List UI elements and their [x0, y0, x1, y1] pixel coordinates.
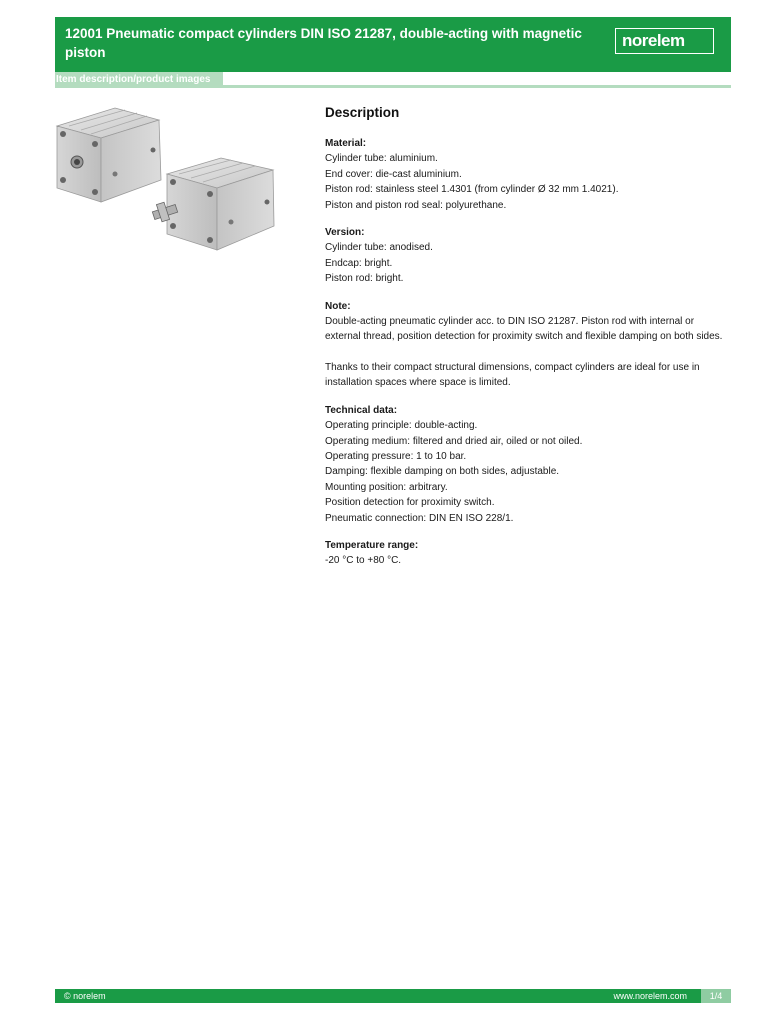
version-section [325, 225, 730, 287]
material-heading: Material: [325, 138, 367, 149]
product-image [55, 104, 277, 254]
temperature-section [325, 538, 730, 569]
temperature-line: -20 °C to +80 °C. [325, 555, 402, 567]
technical-section [325, 403, 730, 526]
page-number: 1/4 [701, 989, 731, 1003]
technical-line: Position detection for proximity switch. [325, 497, 495, 509]
page-title: 12001 Pneumatic compact cylinders DIN ISO 21287, double-acting with magnetic piston [65, 26, 582, 60]
technical-line: Operating medium: filtered and dried air, oiled or not oiled. [325, 435, 583, 447]
technical-line: Operating pressure: 1 to 10 bar. [325, 450, 467, 462]
technical-line: Pneumatic connection: DIN EN ISO 228/1. [325, 512, 514, 524]
description-title: Description [325, 105, 400, 120]
material-line: Piston and piston rod seal: polyurethane. [325, 199, 507, 211]
cylinder-small [152, 158, 274, 250]
version-line: Endcap: bright. [325, 257, 393, 269]
description-content [325, 104, 730, 581]
norelem-logo [615, 28, 714, 54]
pneumatic-cylinders-illustration [55, 104, 277, 254]
footer-copyright: © norelem [64, 991, 106, 1001]
technical-line: Operating principle: double-acting. [325, 420, 478, 432]
note-heading: Note: [325, 300, 351, 312]
cylinder-large [57, 108, 161, 202]
material-line: Piston rod: stainless steel 1.4301 (from cylinder Ø 32 mm 1.4021). [325, 184, 619, 196]
version-heading: Version: [325, 227, 365, 239]
section-tab-label: Item description/product images [55, 72, 223, 88]
note-section [325, 299, 730, 391]
section-bar [55, 72, 731, 88]
technical-line: Mounting position: arbitrary. [325, 481, 448, 493]
version-line: Piston rod: bright. [325, 273, 404, 285]
technical-heading: Technical data: [325, 404, 398, 416]
footer-bar [55, 989, 731, 1003]
note-paragraph: Double-acting pneumatic cylinder acc. to DIN ISO 21287. Piston rod with internal or external thread, position detection for proximity switch and flexible damping on both sides. [325, 316, 723, 343]
material-section [325, 136, 730, 213]
material-line: End cover: die-cast aluminium. [325, 168, 462, 180]
temperature-heading: Temperature range: [325, 539, 419, 551]
logo-text: norelem [622, 31, 685, 50]
version-line: Cylinder tube: anodised. [325, 242, 433, 254]
footer-url-link[interactable]: www.norelem.com [613, 991, 687, 1001]
header-bar [55, 17, 731, 72]
technical-line: Damping: flexible damping on both sides, adjustable. [325, 466, 560, 478]
material-line: Cylinder tube: aluminium. [325, 153, 438, 165]
note-paragraph: Thanks to their compact structural dimensions, compact cylinders are ideal for use in installation spaces where space is limited. [325, 361, 700, 389]
